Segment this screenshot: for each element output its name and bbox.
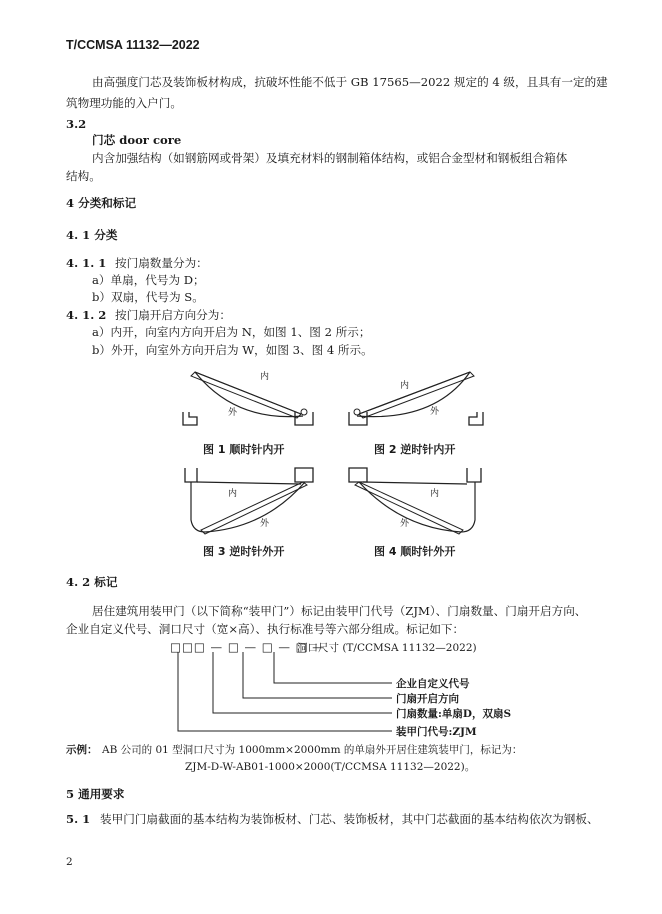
figure-1-inside-label: 内 — [260, 372, 270, 382]
figure-1-outside-label: 外 — [228, 408, 238, 418]
clause-4-1-2-text: 按门扇开启方向分为： — [115, 308, 231, 322]
clause-5-1-number: 5. 1 — [66, 812, 91, 826]
clause-3-2-number: 3.2 — [66, 117, 87, 131]
clause-4-1-1-item-b: b）双扇，代号为 S。 — [92, 290, 204, 304]
figure-3-outside-label: 外 — [260, 519, 270, 529]
marking-tail: 洞口尺寸 (T/CCMSA 11132—2022) — [297, 642, 477, 654]
clause-4-1-2-item-b: b）外开，向室外方向开启为 W，如图 3、图 4 所示。 — [92, 343, 373, 357]
clause-4-1-1-text: 按门扇数量分为： — [115, 256, 208, 270]
marking-label-direction: 门扇开启方向 — [396, 693, 459, 705]
clause-5-1-text: 装甲门门扇截面的基本结构为装饰板材、门芯、装饰板材，其中门芯截面的基本结构依次为钢板、 — [100, 812, 599, 826]
marking-label-quantity: 门扇数量:单扇D，双扇S — [396, 708, 512, 720]
clause-4-2-heading: 4. 2 标记 — [66, 575, 118, 589]
example-label: 示例： — [66, 744, 98, 756]
clause-3-1-line-1: 由高强度门芯及装饰板材构成，抗破坏性能不低于 GB 17565—2022 规定的 4 级，且具有一定的建 — [92, 75, 608, 89]
figure-2-inside-label: 内 — [400, 381, 410, 391]
example-line-2: ZJM-D-W-AB01-1000×2000(T/CCMSA 11132—2022)。 — [185, 761, 476, 773]
figure-2-caption: 图 2 逆时针内开 — [374, 443, 456, 456]
figure-1-caption: 图 1 顺时针内开 — [203, 443, 285, 456]
section-4-heading: 4 分类和标记 — [66, 196, 137, 210]
clause-4-1-1-number: 4. 1. 1 — [66, 256, 107, 270]
running-header: T/CCMSA 11132—2022 — [66, 38, 200, 52]
clause-4-1-2-item-a: a）内开，向室内方向开启为 N，如图 1、图 2 所示； — [92, 325, 371, 339]
figure-4-caption: 图 4 顺时针外开 — [374, 545, 456, 558]
marking-label-enterprise: 企业自定义代号 — [396, 678, 470, 690]
clause-4-2-line-2: 企业自定义代号、洞口尺寸（宽×高）、执行标准号等六部分组成。标记如下： — [66, 622, 465, 636]
figure-4-outside-label: 外 — [400, 519, 410, 529]
clause-3-2-line-2: 结构。 — [66, 169, 101, 183]
marking-pattern: □□□ — □ — □ — □ — — [170, 640, 325, 654]
figure-2-outside-label: 外 — [430, 407, 440, 417]
clause-3-2-term: 门芯 door core — [92, 133, 182, 147]
clause-4-2-line-1: 居住建筑用装甲门（以下简称“装甲门”）标记由装甲门代号（ZJM）、门扇数量、门扇开启方向、 — [92, 604, 587, 618]
clause-3-1-line-2: 筑物理功能的入户门。 — [66, 96, 182, 110]
example-line-1: AB 公司的 01 型洞口尺寸为 1000mm×2000mm 的单扇外开居住建筑装甲门，标记为： — [102, 744, 523, 756]
clause-3-2-line-1: 内含加强结构（如钢筋网或骨架）及填充材料的钢制箱体结构，或铝合金型材和钢板组合箱体 — [92, 151, 568, 165]
figure-3-caption: 图 3 逆时针外开 — [203, 545, 285, 558]
clause-4-1-heading: 4. 1 分类 — [66, 228, 118, 242]
section-5-heading: 5 通用要求 — [66, 787, 125, 801]
clause-4-1-1-item-a: a）单扇，代号为 D； — [92, 273, 205, 287]
clause-4-1-2-number: 4. 1. 2 — [66, 308, 107, 322]
page-number: 2 — [66, 856, 73, 868]
figure-4-inside-label: 内 — [430, 489, 440, 499]
figure-3-inside-label: 内 — [228, 489, 238, 499]
marking-label-code: 装甲门代号:ZJM — [396, 726, 477, 738]
